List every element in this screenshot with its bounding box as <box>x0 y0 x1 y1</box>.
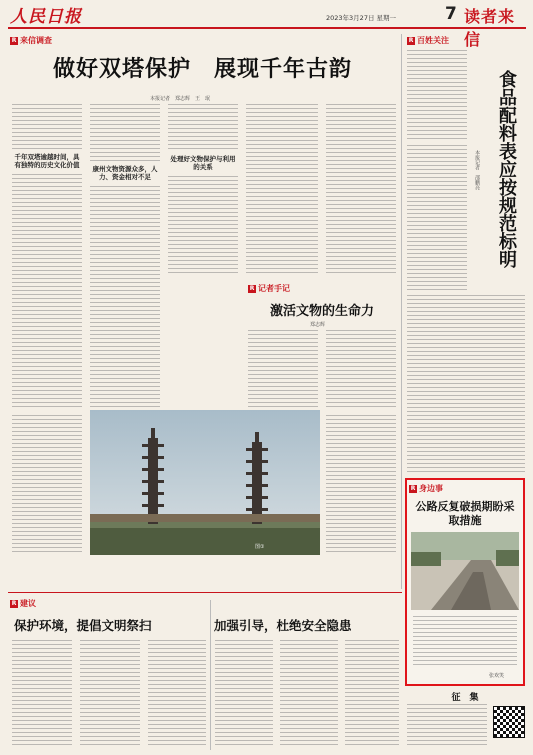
bottom-text-1b <box>80 640 140 748</box>
main-col5-text <box>326 104 396 276</box>
section-tag-survey <box>10 35 52 46</box>
column-title: 读者来信 <box>464 7 516 49</box>
main-col1-bottom-text <box>12 415 82 555</box>
bottom-mid-divider <box>210 600 211 750</box>
main-col1-text-b <box>12 174 82 409</box>
square-red-marker-icon: R <box>410 484 416 492</box>
main-col2-text-a <box>90 104 160 162</box>
newspaper-logo: 人民日报 <box>10 7 82 27</box>
section-tag-roadside <box>409 483 443 494</box>
main-subhead-1: 千年双塔逾越时间，具有独特的历史文化价值 <box>14 153 80 169</box>
main-subhead-3: 处理好文物保护与利用的关系 <box>170 155 236 171</box>
notes-byline: 郑志辉 <box>310 322 326 328</box>
food-byline: 本报记者 邵鹏亮 <box>474 150 480 190</box>
roadside-box <box>405 478 525 686</box>
section-label-notes: 记者手记 <box>258 284 290 293</box>
food-headline: 食品配料表应按规范标明 <box>496 70 517 268</box>
section-label-hundred-focus: 百姓关注 <box>417 36 449 45</box>
square-red-marker-icon: R <box>11 599 17 607</box>
photo-caption: 图① <box>255 544 265 550</box>
road-photo-image <box>411 532 519 610</box>
square-red-marker-icon: R <box>11 36 17 44</box>
bottom-text-2a <box>215 640 273 748</box>
section-label-suggestions: 建议 <box>20 599 36 608</box>
notes-headline: 激活文物的生命力 <box>269 304 374 319</box>
main-col3-text-a <box>168 104 238 152</box>
main-col2-text-b <box>90 186 160 411</box>
bottom-headline-2: 加强引导，杜绝安全隐患 <box>214 618 352 633</box>
pagoda-photo <box>90 410 320 555</box>
notes-text-b <box>326 330 396 410</box>
roadside-credit: 张欢笑 <box>489 673 505 679</box>
solicit-text <box>407 704 487 746</box>
solicit-box <box>405 690 525 750</box>
road-photo <box>411 532 519 610</box>
food-text-c <box>407 295 525 475</box>
main-col1-text-a <box>12 104 82 149</box>
roadside-headline: 公路反复破损期盼采取措施 <box>415 500 515 527</box>
section-label-survey: 来信调查 <box>20 36 52 45</box>
main-col3-text-b <box>168 176 238 276</box>
issue-date: 2023年3月27日 星期一 <box>326 14 397 22</box>
main-col4-text <box>246 104 318 276</box>
main-col5-bottom-text <box>326 415 396 555</box>
square-red-marker-icon: R <box>249 284 255 292</box>
food-text-a <box>407 50 467 140</box>
divider-right <box>401 34 402 589</box>
bottom-headline-1: 保护环境，提倡文明祭扫 <box>14 618 152 633</box>
bottom-text-2b <box>280 640 338 748</box>
page-number: 7 <box>445 4 457 24</box>
main-byline: 本报记者 郑志辉 王 珉 <box>150 96 211 102</box>
roadside-text <box>413 616 517 668</box>
food-text-b <box>407 145 467 290</box>
bottom-text-2c <box>345 640 399 748</box>
main-subhead-2: 康州文物资源众多，人力、资金相对不足 <box>92 165 158 181</box>
notes-text-a <box>248 330 318 410</box>
section-tag-notes <box>248 283 290 294</box>
main-headline: 做好双塔保护 展现千年古韵 <box>52 56 352 82</box>
section-tag-hundred-focus <box>407 35 449 46</box>
solicit-title: 征 集 <box>451 693 479 703</box>
bottom-divider <box>8 592 402 593</box>
qr-code-icon[interactable] <box>493 706 525 738</box>
bottom-text-1c <box>148 640 206 748</box>
section-label-roadside: 身边事 <box>419 484 443 493</box>
section-tag-suggestions <box>10 598 36 609</box>
square-red-marker-icon: R <box>408 36 414 44</box>
bottom-text-1a <box>12 640 72 748</box>
masthead-rule <box>8 27 526 29</box>
pagoda-photo-image <box>90 410 320 555</box>
